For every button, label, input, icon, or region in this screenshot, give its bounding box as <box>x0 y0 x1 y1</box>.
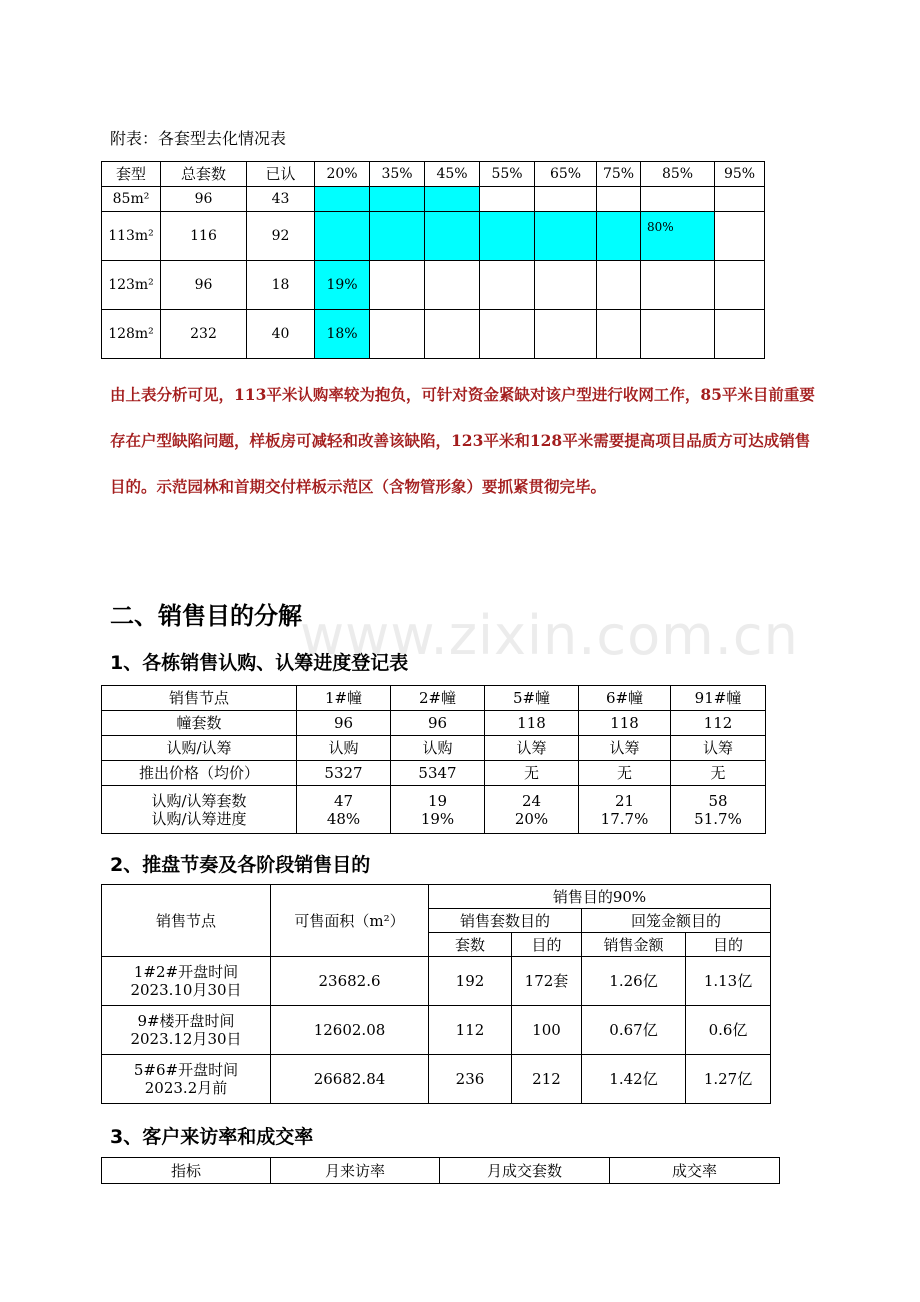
progress-segment <box>641 187 715 212</box>
progress-segment <box>425 187 480 212</box>
table-cell: 认购/认筹 <box>102 736 297 761</box>
progress-segment <box>597 212 641 261</box>
cell-line: 1#2#开盘时间 <box>133 963 239 981</box>
progress-segment <box>535 212 597 261</box>
table-cell <box>297 786 391 834</box>
table-row <box>102 711 766 736</box>
analysis-paragraph: 由上表分析可见，113平米认购率较为抱负，可针对资金紧缺对该户型进行收网工作，85平米目前重要存在户型缺陷问题，样板房可减轻和改善该缺陷，123平米和128平米需要提高项目品质方可达成销售目的。示范园林和首期交付样板示范区（含物管形象）要抓紧贯彻完毕。 <box>110 385 815 496</box>
cell-line: 21 <box>614 791 635 810</box>
cell-line: 2023.2月前 <box>144 1079 228 1097</box>
table-cell: 26682.84 <box>271 1055 429 1104</box>
header-cell: 目的 <box>686 933 771 957</box>
table-cell: 112 <box>671 711 766 736</box>
progress-segment <box>425 261 480 310</box>
progress-segment <box>480 261 535 310</box>
table-cell: 1.13亿 <box>686 957 771 1006</box>
sales-target-table <box>101 884 771 1104</box>
table-cell: 1.27亿 <box>686 1055 771 1104</box>
table-header-row <box>102 686 766 711</box>
progress-segment <box>715 187 765 212</box>
table-cell: 12602.08 <box>271 1006 429 1055</box>
table-cell <box>671 786 766 834</box>
progress-segment <box>715 261 765 310</box>
table-cell: 236 <box>429 1055 512 1104</box>
sold-cell: 18 <box>247 261 315 310</box>
progress-segment: 19% <box>315 261 370 310</box>
unit-type-cell: 123m² <box>102 261 161 310</box>
sold-cell: 43 <box>247 187 315 212</box>
table-cell: 23682.6 <box>271 957 429 1006</box>
header-cell: 指标 <box>102 1158 271 1184</box>
progress-segment <box>597 310 641 359</box>
header-cell: 月来访率 <box>271 1158 440 1184</box>
unit-type-cell: 128m² <box>102 310 161 359</box>
unit-type-sales-table <box>101 161 765 359</box>
subsection-title: 1、各栋销售认购、认筹进度登记表 <box>110 652 409 674</box>
header-cell: 55% <box>480 162 535 187</box>
progress-segment <box>425 310 480 359</box>
total-cell: 96 <box>161 187 247 212</box>
table-cell: 172套 <box>512 957 582 1006</box>
progress-segment: 18% <box>315 310 370 359</box>
table-cell: 1.42亿 <box>582 1055 686 1104</box>
table-cell: 认购 <box>391 736 485 761</box>
table-cell: 118 <box>485 711 579 736</box>
header-cell: 已认 <box>247 162 315 187</box>
table-cell: 5327 <box>297 761 391 786</box>
progress-segment <box>370 187 425 212</box>
cell-line: 2023.10月30日 <box>130 981 242 999</box>
header-cell: 45% <box>425 162 480 187</box>
cell-line: 9#楼开盘时间 <box>137 1012 235 1030</box>
table-row <box>102 1006 771 1055</box>
header-cell: 套型 <box>102 162 161 187</box>
progress-segment <box>480 187 535 212</box>
table-header-row <box>102 162 765 187</box>
header-cell: 可售面积（m²） <box>271 885 429 957</box>
progress-segment <box>597 187 641 212</box>
unit-type-cell: 113m² <box>102 212 161 261</box>
header-cell: 销售节点 <box>102 885 271 957</box>
progress-segment <box>370 310 425 359</box>
table-row <box>102 761 766 786</box>
subsection-title: 2、推盘节奏及各阶段销售目的 <box>110 854 371 876</box>
table-cell: 0.6亿 <box>686 1006 771 1055</box>
table-cell <box>391 786 485 834</box>
progress-segment <box>535 310 597 359</box>
building-progress-table <box>101 685 766 834</box>
header-cell: 目的 <box>512 933 582 957</box>
cell-line: 2023.12月30日 <box>130 1030 242 1048</box>
appendix-title: 附表：各套型去化情况表 <box>110 129 287 148</box>
progress-segment <box>425 212 480 261</box>
table-cell: 幢套数 <box>102 711 297 736</box>
table-row <box>102 1055 771 1104</box>
section-title: 二、销售目的分解 <box>110 602 302 630</box>
progress-segment <box>715 212 765 261</box>
cell-line: 19 <box>427 791 448 810</box>
header-cell: 95% <box>715 162 765 187</box>
table-cell: 无 <box>671 761 766 786</box>
progress-segment <box>641 310 715 359</box>
cell-line: 24 <box>521 791 542 810</box>
table-cell: 无 <box>485 761 579 786</box>
header-cell: 销售节点 <box>102 686 297 711</box>
table-header-row <box>102 1158 780 1184</box>
node-cell <box>102 957 271 1006</box>
table-row <box>102 736 766 761</box>
header-cell: 销售目的90% <box>429 885 771 909</box>
header-cell: 1#幢 <box>297 686 391 711</box>
sold-cell: 40 <box>247 310 315 359</box>
header-cell: 6#幢 <box>579 686 671 711</box>
cell-line: 认购/认筹进度 <box>151 809 247 828</box>
table-cell: 118 <box>579 711 671 736</box>
table-cell <box>102 786 297 834</box>
cell-line: 5#6#开盘时间 <box>133 1061 239 1079</box>
header-cell: 75% <box>597 162 641 187</box>
table-cell: 认购 <box>297 736 391 761</box>
table-cell: 192 <box>429 957 512 1006</box>
table-cell <box>579 786 671 834</box>
progress-segment <box>641 261 715 310</box>
total-cell: 232 <box>161 310 247 359</box>
table-cell: 1.26亿 <box>582 957 686 1006</box>
header-cell: 销售套数目的 <box>429 909 582 933</box>
progress-segment: 80% <box>641 212 715 261</box>
progress-segment <box>715 310 765 359</box>
header-cell: 85% <box>641 162 715 187</box>
progress-segment <box>535 187 597 212</box>
table-row <box>102 187 765 212</box>
node-cell <box>102 1006 271 1055</box>
header-cell: 成交率 <box>610 1158 780 1184</box>
total-cell: 116 <box>161 212 247 261</box>
table-row <box>102 261 765 310</box>
header-cell: 套数 <box>429 933 512 957</box>
table-cell: 无 <box>579 761 671 786</box>
header-cell: 20% <box>315 162 370 187</box>
table-cell <box>485 786 579 834</box>
cell-line: 51.7% <box>694 809 742 828</box>
node-cell <box>102 1055 271 1104</box>
header-cell: 总套数 <box>161 162 247 187</box>
header-cell: 2#幢 <box>391 686 485 711</box>
header-cell: 回笼金额目的 <box>582 909 771 933</box>
subsection-title: 3、客户来访率和成交率 <box>110 1126 314 1148</box>
progress-segment <box>480 212 535 261</box>
cell-line: 58 <box>708 791 728 810</box>
progress-segment <box>480 310 535 359</box>
cell-line: 20% <box>514 809 549 828</box>
table-cell: 5347 <box>391 761 485 786</box>
progress-segment <box>315 187 370 212</box>
table-cell: 112 <box>429 1006 512 1055</box>
table-cell: 100 <box>512 1006 582 1055</box>
cell-line: 19% <box>420 809 455 828</box>
header-cell: 65% <box>535 162 597 187</box>
table-cell: 96 <box>391 711 485 736</box>
header-cell: 销售金额 <box>582 933 686 957</box>
table-cell: 推出价格（均价） <box>102 761 297 786</box>
table-row <box>102 212 765 261</box>
progress-segment <box>597 261 641 310</box>
table-cell: 认筹 <box>671 736 766 761</box>
progress-segment <box>315 212 370 261</box>
table-row <box>102 786 766 834</box>
progress-segment <box>370 261 425 310</box>
table-cell: 212 <box>512 1055 582 1104</box>
table-row <box>102 310 765 359</box>
sold-cell: 92 <box>247 212 315 261</box>
header-cell: 5#幢 <box>485 686 579 711</box>
progress-segment <box>535 261 597 310</box>
cell-line: 48% <box>326 809 361 828</box>
cell-line: 47 <box>333 791 354 810</box>
total-cell: 96 <box>161 261 247 310</box>
cell-line: 17.7% <box>600 809 649 828</box>
table-cell: 0.67亿 <box>582 1006 686 1055</box>
header-cell: 91#幢 <box>671 686 766 711</box>
table-cell: 96 <box>297 711 391 736</box>
cell-line: 认购/认筹套数 <box>151 791 247 810</box>
header-cell: 月成交套数 <box>440 1158 610 1184</box>
watermark: www.zixin.com.cn <box>300 604 799 667</box>
unit-type-cell: 85m² <box>102 187 161 212</box>
progress-segment <box>370 212 425 261</box>
table-cell: 认筹 <box>485 736 579 761</box>
table-cell: 认筹 <box>579 736 671 761</box>
visit-conversion-table <box>101 1157 780 1184</box>
header-cell: 35% <box>370 162 425 187</box>
table-row <box>102 957 771 1006</box>
